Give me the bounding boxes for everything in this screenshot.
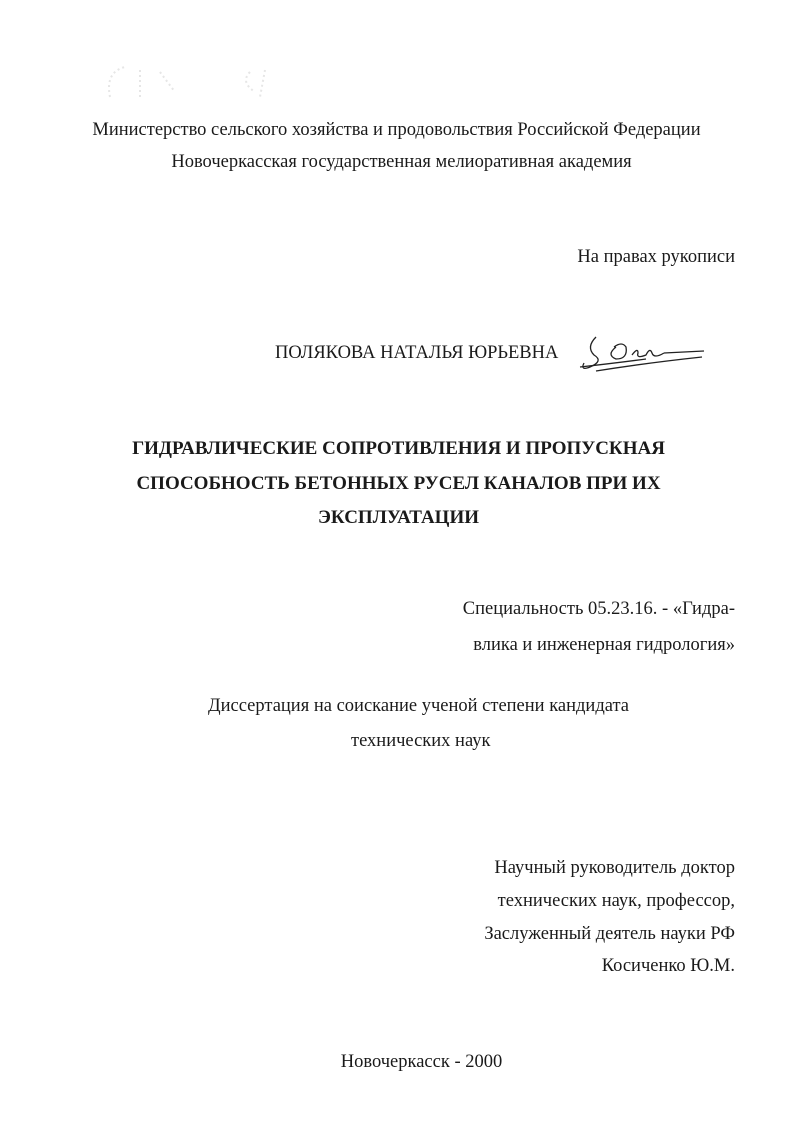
- specialty-line-1: Специальность 05.23.16. - «Гидра-: [462, 599, 735, 619]
- manuscript-note: На правах рукописи: [577, 247, 735, 267]
- thesis-title-line-1: ГИДРАВЛИЧЕСКИЕ СОПРОТИВЛЕНИЯ И ПРОПУСКНАЯ: [132, 438, 665, 459]
- academy-name: Новочеркасская государственная мелиоративная академия: [171, 152, 632, 172]
- thesis-title-line-3: ЭКСПЛУАТАЦИИ: [318, 507, 479, 528]
- thesis-title-line-2: СПОСОБНОСТЬ БЕТОННЫХ РУСЕЛ КАНАЛОВ ПРИ ИХ: [136, 473, 661, 494]
- author-name: ПОЛЯКОВА НАТАЛЬЯ ЮРЬЕВНА: [275, 343, 559, 363]
- specialty-line-2: влика и инженерная гидрология»: [473, 635, 735, 655]
- ministry-name: Министерство сельского хозяйства и продовольствия Российской Федерации: [92, 120, 701, 140]
- dissertation-line-2: технических наук: [351, 731, 491, 751]
- supervisor-line-2: технических наук, профессор,: [497, 891, 735, 911]
- supervisor-name: Косиченко Ю.М.: [601, 956, 735, 976]
- author-signature: [576, 333, 708, 373]
- dissertation-line-1: Диссертация на соискание ученой степени кандидата: [208, 696, 629, 716]
- supervisor-line-3: Заслуженный деятель науки РФ: [484, 924, 735, 944]
- faded-stamp: [100, 62, 270, 102]
- supervisor-line-1: Научный руководитель доктор: [494, 858, 735, 878]
- city-year: Новочеркасск - 2000: [340, 1052, 503, 1072]
